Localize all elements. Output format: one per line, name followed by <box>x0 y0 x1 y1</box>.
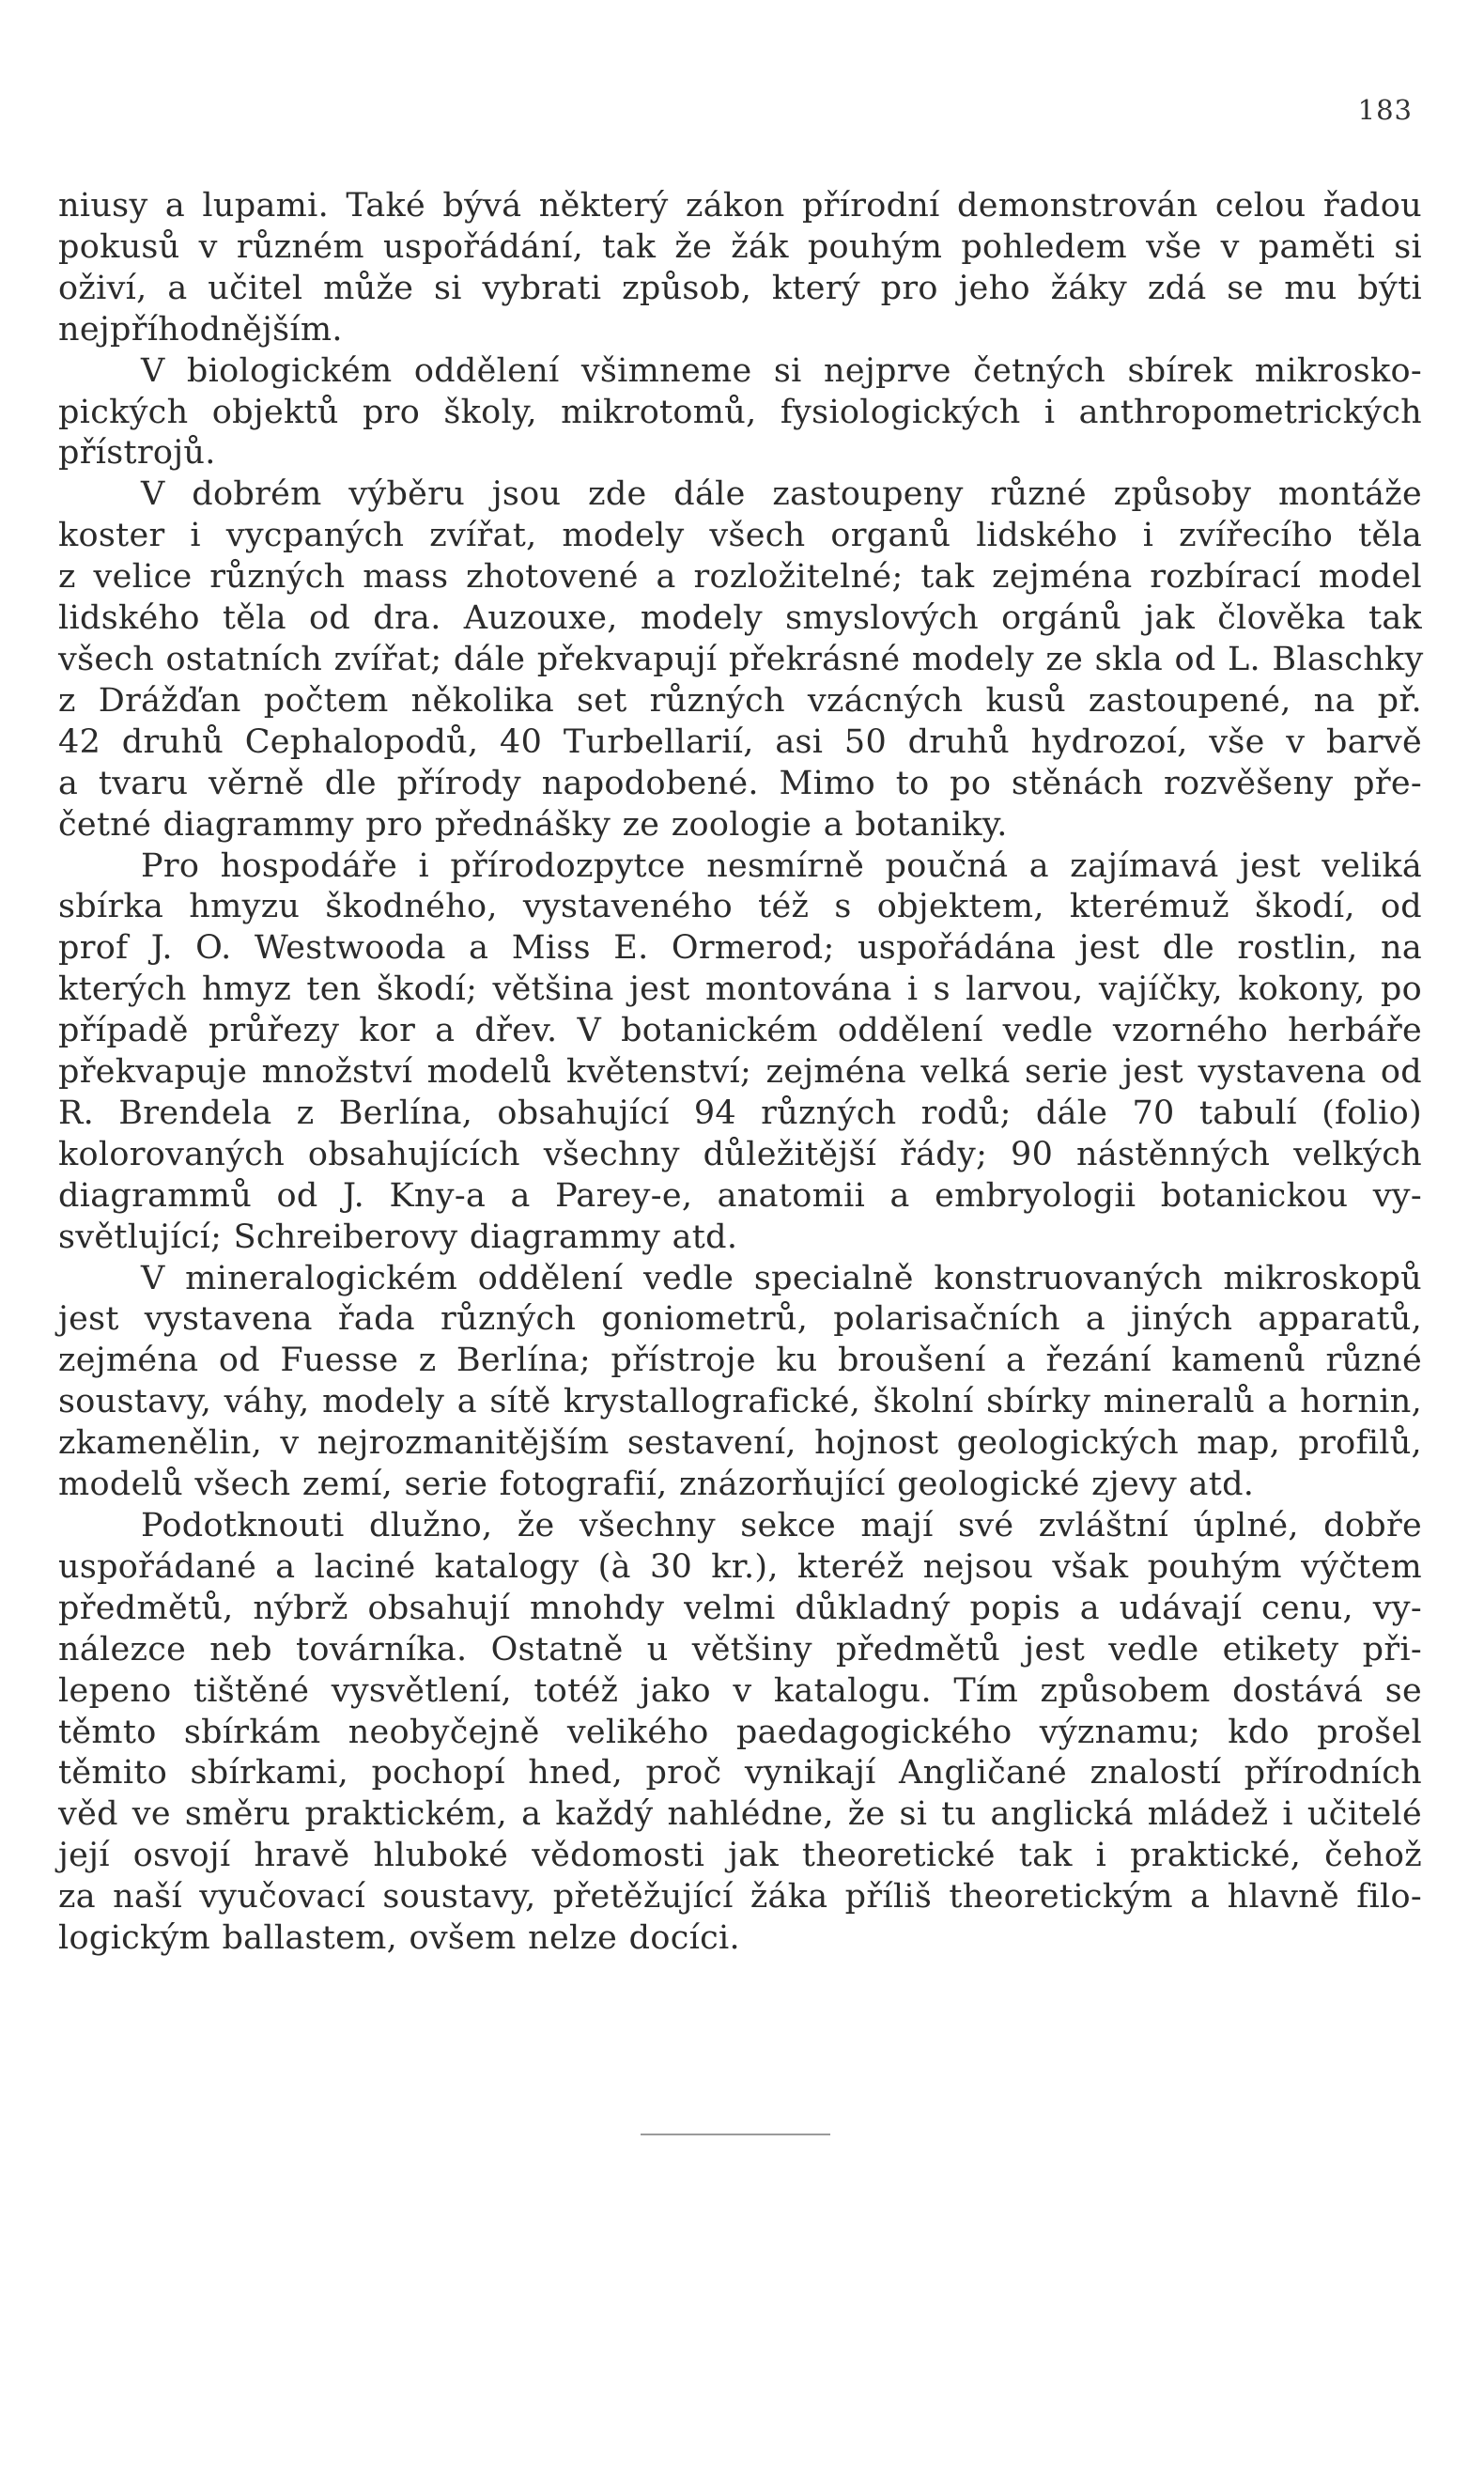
text-line: těmto sbírkám neobyčejně velikého paedagogického významu; kdo prošel <box>58 1713 1422 1751</box>
text-line: případě průřezy kor a dřev. V botanickém oddělení vedle vzorného herbáře <box>58 1012 1422 1050</box>
text-line: všech ostatních zvířat; dále překvapují překrásné modely ze skla od L. Blaschky <box>58 640 1424 678</box>
text-line: Pro hospodáře i přírodozpytce nesmírně poučná a zajímavá jest veliká <box>141 846 1422 885</box>
text-line: V mineralogickém oddělení vedle specialně konstruovaných mikroskopů <box>141 1259 1422 1297</box>
text-line: za naší vyučovací soustavy, přetěžující žáka příliš theoretickým a hlavně filo- <box>58 1878 1422 1917</box>
text-line: z velice různých mass zhotovené a rozložitelné; tak zejména rozbírací model <box>58 558 1422 597</box>
text-line: a tvaru věrně dle přírody napodobené. Mimo to po stěnách rozvěšeny pře- <box>58 764 1422 802</box>
text-line: přístrojů. <box>58 434 216 473</box>
end-divider <box>641 2134 830 2135</box>
text-line: niusy a lupami. Také bývá některý zákon přírodní demonstrován celou řadou <box>58 187 1422 225</box>
text-line: V biologickém oddělení všimneme si nejprve četných sbírek mikrosko- <box>141 351 1422 390</box>
text-line: sbírka hmyzu škodného, vystaveného též s objektem, kterémuž škodí, od <box>58 888 1422 926</box>
text-line: prof J. O. Westwooda a Miss E. Ormerod; uspořádána jest dle rostlin, na <box>58 929 1422 968</box>
text-line: soustavy, váhy, modely a sítě krystallografické, školní sbírky mineralů a hornin, <box>58 1383 1422 1421</box>
paragraph <box>58 186 1422 351</box>
text-line: R. Brendela z Berlína, obsahující 94 různých rodů; dále 70 tabulí (folio) <box>58 1094 1422 1132</box>
text-line: jest vystavena řada různých goniometrů, polarisačních a jiných apparatů, <box>58 1300 1422 1339</box>
text-line: uspořádané a laciné katalogy (à 30 kr.), kteréž nejsou však pouhým výčtem <box>58 1547 1422 1586</box>
text-line: nejpříhodnějším. <box>58 310 343 349</box>
page-number: 183 <box>1357 94 1413 126</box>
text-line: diagrammů od J. Kny-a a Parey-e, anatomii a embryologii botanickou vy- <box>58 1176 1422 1215</box>
text-line: věd ve směru praktickém, a každý nahlédne, že si tu anglická mládež i učitelé <box>58 1795 1422 1834</box>
text-line: těmito sbírkami, pochopí hned, proč vynikají Angličané znalostí přírodních <box>58 1754 1422 1792</box>
paragraph <box>58 1506 1422 1960</box>
text-line: kterých hmyz ten škodí; většina jest montována i s larvou, vajíčky, kokony, po <box>58 970 1422 1009</box>
text-line: kolorovaných obsahujících všechny důležitější řády; 90 nástěnných velkých <box>58 1135 1422 1173</box>
text-line: z Drážďan počtem několika set různých vzácných kusů zastoupené, na př. <box>58 681 1422 720</box>
text-line: předmětů, nýbrž obsahují mnohdy velmi důkladný popis a udávají cenu, vy- <box>58 1589 1422 1627</box>
paragraph <box>58 351 1422 475</box>
text-line: Podotknouti dlužno, že všechny sekce mají své zvláštní úplné, dobře <box>141 1507 1422 1544</box>
text-line: oživí, a učitel může si vybrati způsob, který pro jeho žáky zdá se mu býti <box>58 269 1422 307</box>
text-line: zejména od Fuesse z Berlína; přístroje ku broušení a řezání kamenů různé <box>58 1342 1422 1380</box>
text-line: V dobrém výběru jsou zde dále zastoupeny různé způsoby montáže <box>141 475 1422 514</box>
paragraph <box>58 1259 1422 1506</box>
text-line: lepeno tištěné vysvětlení, totéž jako v katalogu. Tím způsobem dostává se <box>58 1671 1422 1710</box>
text-line: 42 druhů Cephalopodů, 40 Turbellarií, asi 50 druhů hydrozoí, vše v barvě <box>58 722 1422 761</box>
text-line: světlující; Schreiberovy diagrammy atd. <box>58 1218 738 1256</box>
paragraph <box>58 846 1422 1259</box>
text-line: logickým ballastem, ovšem nelze docíci. <box>58 1919 740 1958</box>
text-line: pických objektů pro školy, mikrotomů, fysiologických i anthropometrických <box>58 393 1422 431</box>
text-line: lidského těla od dra. Auzouxe, modely smyslových orgánů jak člověka tak <box>58 599 1422 638</box>
text-line: koster i vycpaných zvířat, modely všech organů lidského i zvířecího těla <box>58 517 1422 555</box>
text-line: nálezce neb továrníka. Ostatně u většiny předmětů jest vedle etikety při- <box>58 1630 1422 1668</box>
paragraph <box>58 474 1422 846</box>
text-line: četné diagrammy pro přednášky ze zoologie a botaniky. <box>58 805 1008 844</box>
text-body <box>58 186 1422 1960</box>
text-line: pokusů v různém uspořádání, tak že žák pouhým pohledem vše v paměti si <box>58 227 1422 266</box>
text-line: zkamenělin, v nejrozmanitějším sestavení, hojnost geologických map, profilů, <box>58 1424 1422 1463</box>
text-line: modelů všech zemí, serie fotografií, znázorňující geologické zjevy atd. <box>58 1466 1255 1504</box>
text-line: překvapuje množství modelů květenství; zejména velká serie jest vystavena od <box>58 1053 1422 1092</box>
text-line: její osvojí hravě hluboké vědomosti jak theoretické tak i praktické, čehož <box>58 1837 1422 1875</box>
